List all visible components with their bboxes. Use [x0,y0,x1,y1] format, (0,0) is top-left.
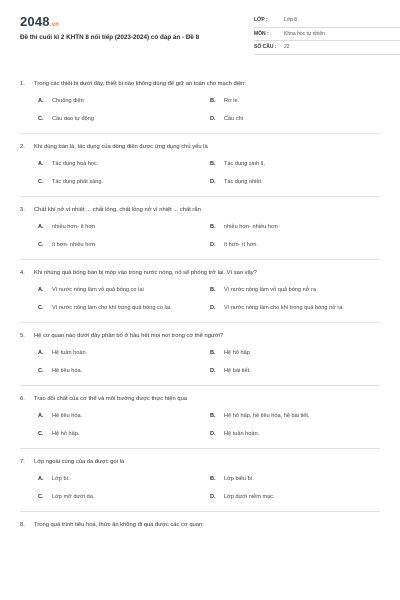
question-list [20,80,380,529]
meta-label: SỐ CÂU : [254,44,277,51]
option-letter: D. [210,178,216,185]
question-stem: Chất khí nở vì nhiệt ... chất lỏng, chất lỏng nở vì nhiệt ... chất rắn [34,207,201,213]
answer-option[interactable] [210,98,382,106]
divider [20,196,380,197]
answer-option[interactable] [210,224,382,232]
option-letter: C. [38,115,44,122]
option-text: Hệ hô hấp, hệ tiêu hóa, hệ bài tiết. [224,413,310,419]
question-text [20,458,380,466]
answer-option[interactable] [210,179,382,187]
question-stem: Trong các thiết bị dưới đây, thiết bị nào không dùng để giữ an toàn cho mạch điện: [34,81,247,87]
option-letter: D. [210,367,216,374]
option-text: Chuông điện [52,98,84,104]
option-text: Hệ hô hấp. [52,430,80,437]
divider [20,448,380,449]
option-text: Lớp bì. [52,476,70,482]
answer-option[interactable] [210,368,382,376]
option-text: Tác dụng nhiệt. [224,178,263,185]
option-letter: C. [38,241,44,248]
answer-option[interactable] [210,431,382,439]
option-text: Lớp mỡ dưới da. [52,493,95,500]
option-letter: D. [210,115,216,122]
answer-option[interactable] [210,413,382,421]
option-text: Hệ hô hấp [224,350,250,356]
question-number: 3. [20,207,25,213]
question-text [20,269,380,277]
option-text: ít hơn- nhiều hơn [52,241,96,248]
answer-option[interactable] [38,161,210,169]
options-grid [20,287,380,312]
answer-option[interactable] [210,494,382,502]
question-item [20,521,380,529]
page-header [20,14,382,58]
question-item [20,332,380,386]
answer-option[interactable] [38,476,210,484]
question-number: 6. [20,396,25,402]
logo-suffix: .vn [49,22,60,28]
question-item [20,458,380,512]
answer-option[interactable] [210,287,382,295]
logo-main: 2048 [20,14,50,29]
options-grid [20,98,380,123]
question-item [20,206,380,260]
question-stem: Khi nhúng quả bóng bàn bị móp vào trong nước nóng, nó sẽ phồng trở lại. Vì sao vậy? [34,270,257,276]
option-letter: C. [38,367,44,374]
question-number: 2. [20,144,25,150]
options-grid [20,161,380,186]
option-letter: C. [38,178,44,185]
option-letter: A. [38,98,44,104]
option-text: Vì nước nóng làm vỏ quả bóng co lại [52,287,144,293]
answer-option[interactable] [38,413,210,421]
option-text: ít hơn- ít hơn [224,241,257,248]
answer-option[interactable] [210,161,382,169]
meta-label: LỚP : [254,17,268,24]
question-stem: Trao đổi chất của cơ thể và môi trường được thực hiện qua [34,396,188,402]
option-letter: B. [210,476,216,482]
option-text: Hệ tiêu hóa. [52,367,83,374]
answer-option[interactable] [38,224,210,232]
answer-option[interactable] [38,179,210,187]
option-letter: D. [210,304,216,311]
option-letter: B. [210,413,216,419]
option-letter: A. [38,350,44,356]
meta-table [254,14,400,55]
question-number: 4. [20,270,25,276]
option-text: Vì nước nóng làm cho khí trong quả bóng nở ra. [224,304,344,311]
option-letter: B. [210,350,216,356]
option-letter: C. [38,493,44,500]
answer-option[interactable] [38,287,210,295]
question-stem: Hệ cơ quan nào dưới đây phân bố ở hầu hết mọi nơi trong cơ thể người? [34,333,224,339]
option-text: Tác dụng sinh lí. [224,161,266,167]
question-number: 1. [20,81,25,87]
option-letter: B. [210,224,216,230]
answer-option[interactable] [38,494,210,502]
options-grid [20,350,380,375]
meta-row-class [254,14,400,28]
option-letter: A. [38,224,44,230]
option-letter: B. [210,161,216,167]
question-number: 5. [20,333,25,339]
question-text [20,143,380,151]
question-text [20,206,380,214]
option-letter: D. [210,493,216,500]
answer-option[interactable] [38,242,210,250]
meta-row-subject [254,28,400,42]
question-stem: Trong quá trình tiêu hoá, thức ăn không đi qua được các cơ quan: [34,522,204,528]
question-text [20,521,380,529]
option-text: Cầu chì [224,115,244,122]
option-letter: A. [38,161,44,167]
divider [20,511,380,512]
question-item [20,395,380,449]
site-logo[interactable] [20,14,59,29]
divider [20,133,380,134]
question-stem: Lớp ngoài cùng của da được gọi là [34,459,125,465]
question-text [20,332,380,340]
question-item [20,80,380,134]
meta-value: Lớp 8 [284,17,298,24]
document-title: Đề thi cuối kì 2 KHTN 8 nối tiếp (2023-2024) có đáp án - Đề 8 [20,34,200,41]
answer-option[interactable] [210,305,382,313]
meta-value: 22 [284,44,290,51]
option-letter: C. [38,304,44,311]
option-text: nhiều hơn- ít hơn [52,224,96,230]
option-text: Vì nước nóng làm vỏ quả bóng nở ra [224,287,316,293]
options-grid [20,224,380,249]
option-text: Tác dụng phát sáng. [52,178,104,185]
question-text [20,395,380,403]
option-letter: A. [38,476,44,482]
answer-option[interactable] [38,350,210,358]
option-letter: A. [38,413,44,419]
answer-option[interactable] [210,350,382,358]
answer-option[interactable] [38,431,210,439]
options-grid [20,476,380,501]
option-text: Vì nước nóng làm cho khí trong quả bóng co lại. [52,304,172,311]
meta-row-count [254,41,400,55]
answer-option[interactable] [38,305,210,313]
meta-label: MÔN : [254,30,269,37]
option-letter: C. [38,430,44,437]
option-text: Hệ tiêu hóa. [52,413,83,419]
option-letter: B. [210,98,216,104]
option-text: Lớp biểu bì. [224,476,254,482]
option-text: Rơ le. [224,98,240,104]
answer-option[interactable] [210,476,382,484]
question-item [20,269,380,323]
divider [20,322,380,323]
question-stem: Khi dùng bàn là, tác dụng của dòng điện được ứng dụng chủ yếu là [34,144,208,150]
option-text: Hệ bài tiết. [224,367,251,374]
option-text: Hệ tuần hoàn. [224,430,260,437]
answer-option[interactable] [210,116,382,124]
answer-option[interactable] [210,242,382,250]
option-text: Tác dụng hoá học. [52,161,99,167]
question-item [20,143,380,197]
answer-option[interactable] [38,98,210,106]
question-number: 8. [20,522,25,528]
divider [20,385,380,386]
option-letter: D. [210,430,216,437]
answer-option[interactable] [38,368,210,376]
meta-value: Khoa học tự nhiên [284,30,325,37]
answer-option[interactable] [38,116,210,124]
question-text [20,80,380,88]
option-letter: A. [38,287,44,293]
option-text: Hệ tuần hoàn. [52,350,88,356]
option-letter: B. [210,287,216,293]
divider [20,259,380,260]
option-text: Lớp dưới niêm mạc. [224,493,275,500]
options-grid [20,413,380,438]
option-text: Cầu dao tự động [52,115,94,122]
option-letter: D. [210,241,216,248]
question-number: 7. [20,459,25,465]
option-text: nhiều hơn- nhiều hơn [224,224,278,230]
